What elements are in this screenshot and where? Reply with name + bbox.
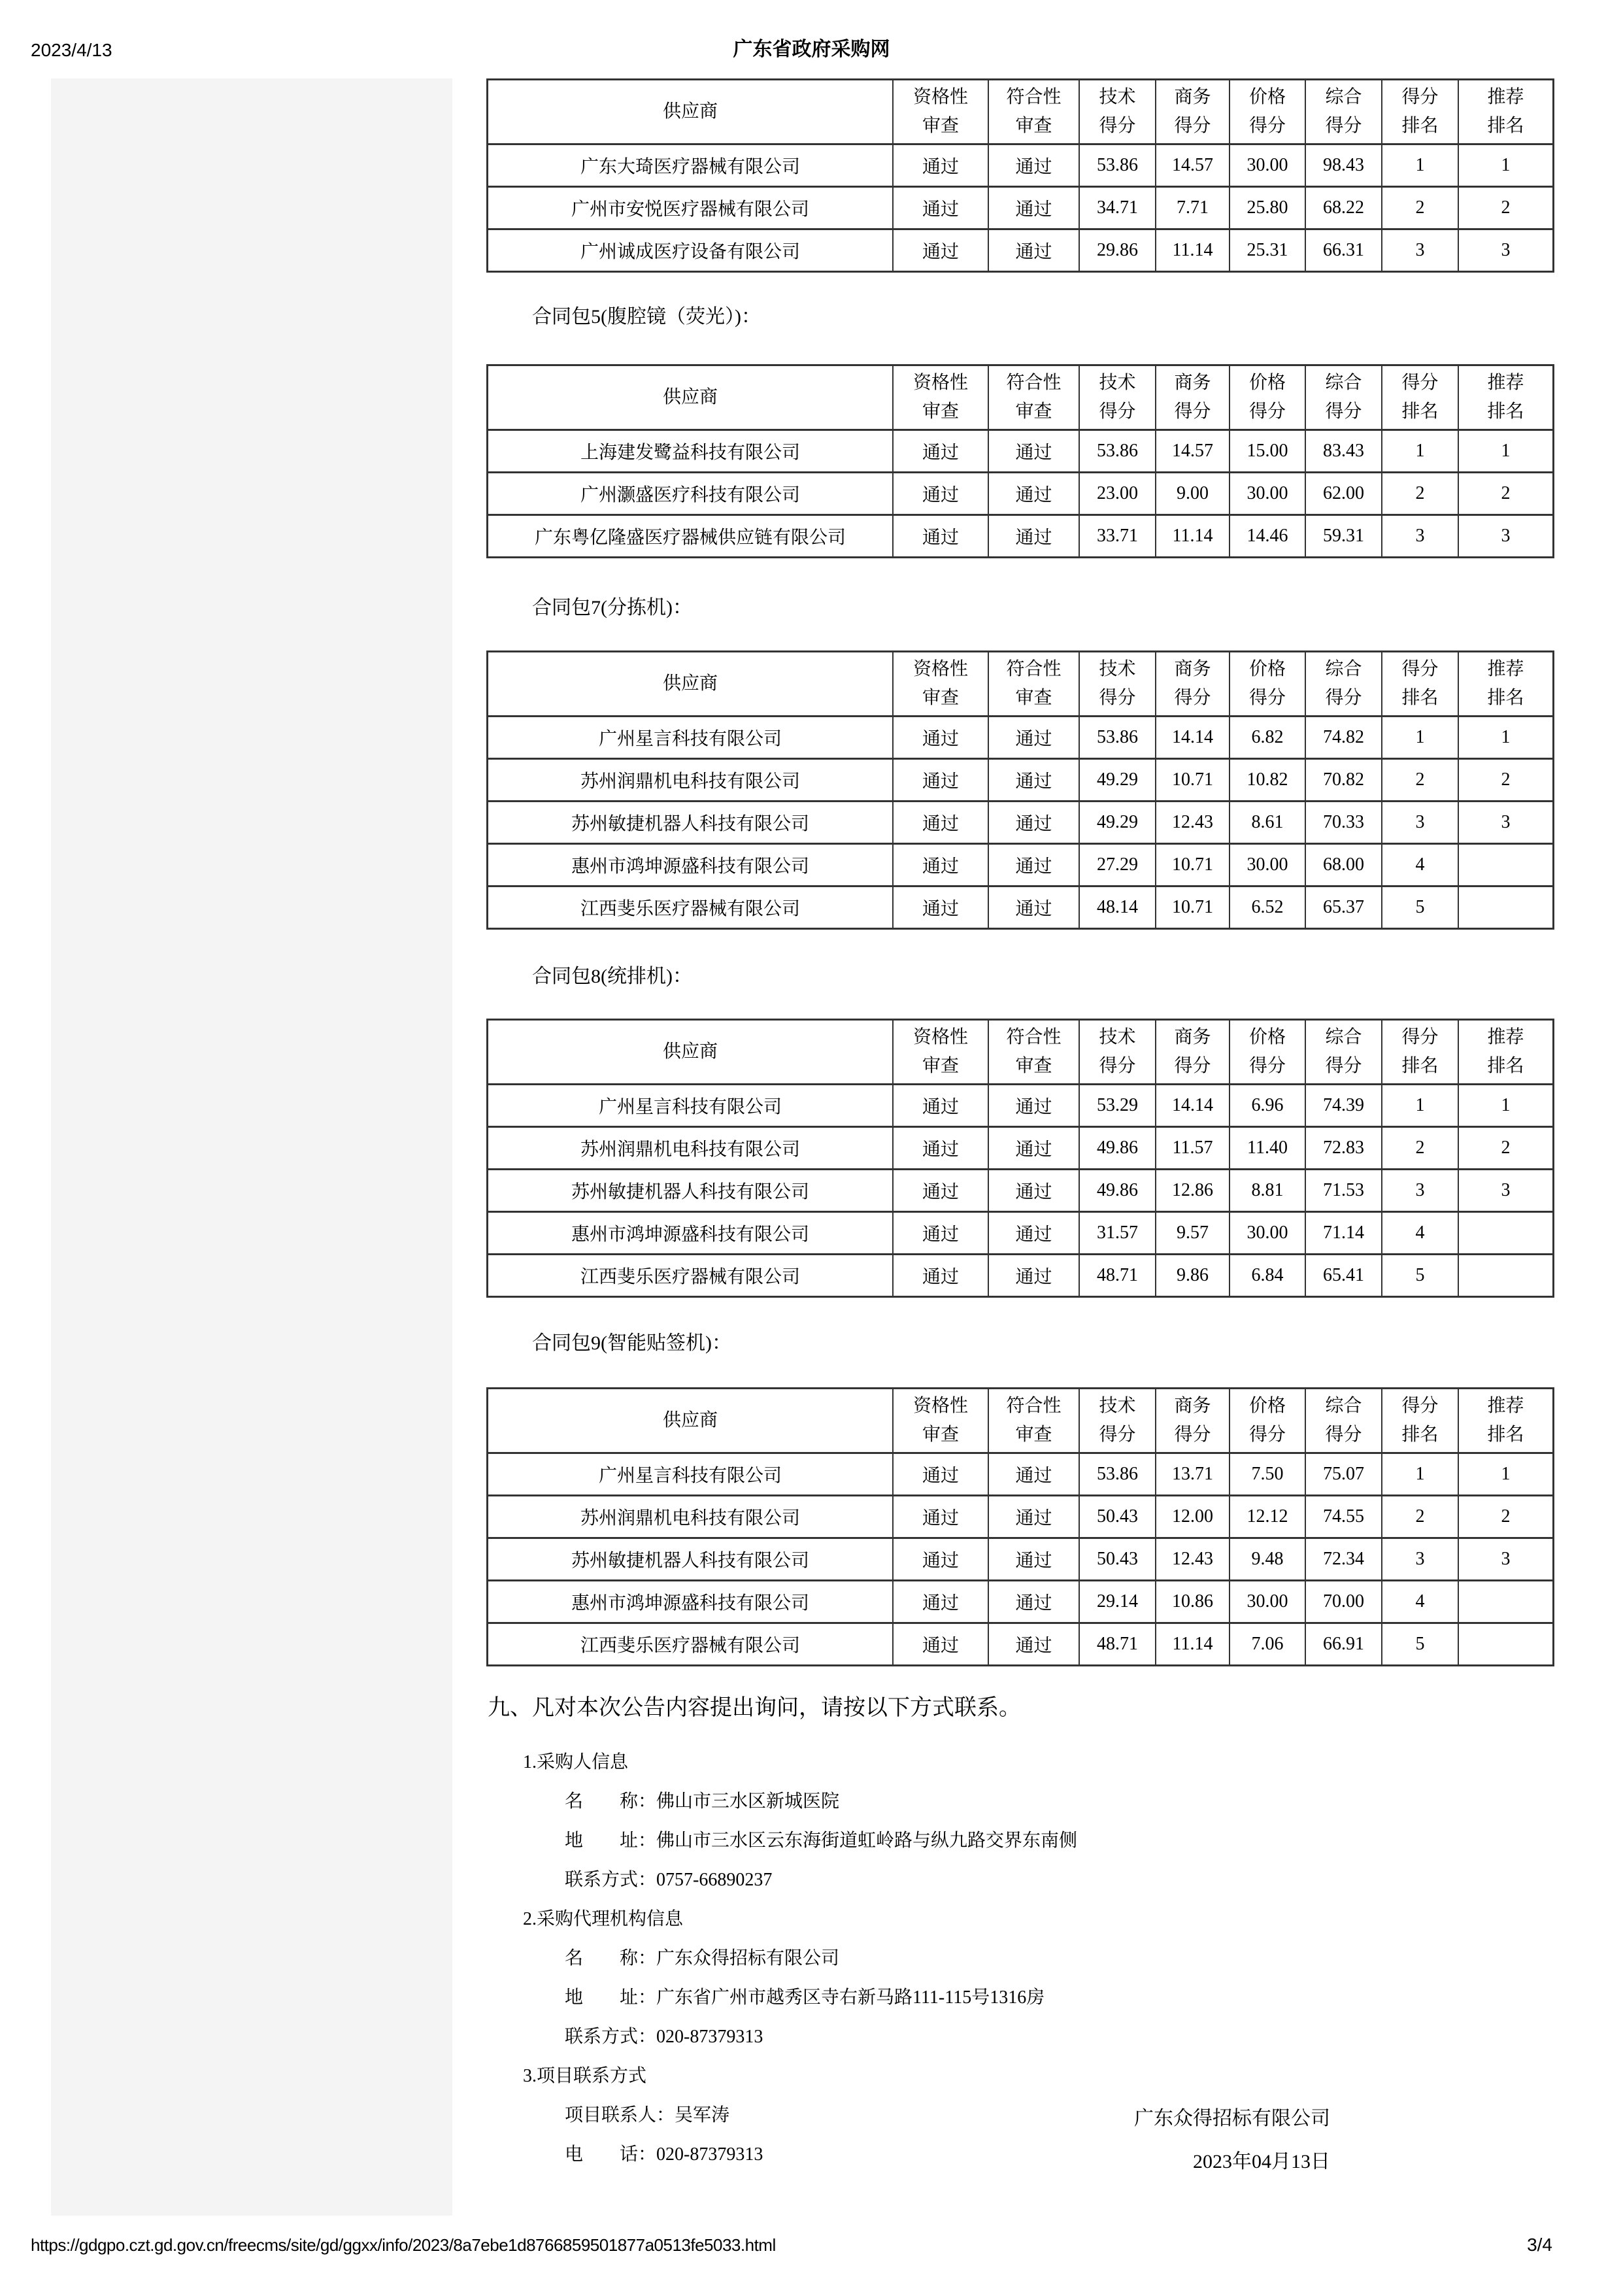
project-contact-person: 项目联系人：吴军涛 bbox=[565, 2105, 730, 2125]
score-cell: 3 bbox=[1458, 229, 1554, 272]
score-cell: 13.71 bbox=[1156, 1453, 1230, 1496]
column-header: 综合 得分 bbox=[1305, 1020, 1382, 1085]
print-footer-page-number: 3/4 bbox=[1527, 2235, 1552, 2255]
score-cell: 通过 bbox=[893, 759, 988, 802]
score-cell: 通过 bbox=[988, 187, 1079, 229]
print-header-date: 2023/4/13 bbox=[31, 40, 112, 60]
score-cell: 68.22 bbox=[1305, 187, 1382, 229]
score-cell: 14.57 bbox=[1156, 430, 1230, 473]
score-cell: 30.00 bbox=[1230, 144, 1305, 187]
score-cell: 9.86 bbox=[1156, 1255, 1230, 1297]
signature-block bbox=[1134, 2106, 1330, 2174]
score-cell: 通过 bbox=[988, 802, 1079, 844]
purchaser-address: 地 址：佛山市三水区云东海街道虹岭路与纵九路交界东南侧 bbox=[565, 1831, 1078, 1851]
score-cell: 11.14 bbox=[1156, 229, 1230, 272]
score-cell: 通过 bbox=[893, 187, 988, 229]
score-cell: 2 bbox=[1458, 759, 1554, 802]
score-cell: 48.14 bbox=[1079, 886, 1156, 929]
score-cell: 49.29 bbox=[1079, 759, 1156, 802]
table-row bbox=[488, 1623, 1554, 1666]
score-cell: 通过 bbox=[893, 430, 988, 473]
header-row bbox=[488, 1020, 1554, 1085]
score-cell: 29.86 bbox=[1079, 229, 1156, 272]
agency-name: 名 称：广东众得招标有限公司 bbox=[565, 1948, 840, 1968]
score-cell: 3 bbox=[1382, 1538, 1458, 1581]
supplier-name: 惠州市鸿坤源盛科技有限公司 bbox=[488, 1212, 894, 1255]
column-header: 商务 得分 bbox=[1156, 80, 1230, 144]
score-cell: 通过 bbox=[893, 229, 988, 272]
column-header: 得分 排名 bbox=[1382, 1020, 1458, 1085]
score-cell: 1 bbox=[1382, 430, 1458, 473]
score-cell: 72.34 bbox=[1305, 1538, 1382, 1581]
score-cell: 2 bbox=[1458, 1127, 1554, 1170]
supplier-name: 苏州润鼎机电科技有限公司 bbox=[488, 1127, 894, 1170]
score-cell: 2 bbox=[1382, 187, 1458, 229]
package-7-title: 合同包7(分拣机)： bbox=[532, 597, 692, 618]
score-cell: 2 bbox=[1382, 1127, 1458, 1170]
score-cell: 通过 bbox=[988, 1496, 1079, 1538]
score-cell: 5 bbox=[1382, 886, 1458, 929]
table-row bbox=[488, 1212, 1554, 1255]
score-cell: 通过 bbox=[893, 1581, 988, 1623]
score-cell: 通过 bbox=[988, 430, 1079, 473]
column-header: 价格 得分 bbox=[1230, 652, 1305, 717]
score-cell bbox=[1458, 844, 1554, 886]
score-table-continued bbox=[486, 78, 1554, 273]
column-header: 符合性 审查 bbox=[988, 365, 1079, 430]
score-cell: 48.71 bbox=[1079, 1623, 1156, 1666]
score-cell: 53.29 bbox=[1079, 1085, 1156, 1127]
score-cell: 8.61 bbox=[1230, 802, 1305, 844]
header-row bbox=[488, 1389, 1554, 1453]
score-cell: 5 bbox=[1382, 1623, 1458, 1666]
column-header: 符合性 审查 bbox=[988, 1020, 1079, 1085]
column-header: 得分 排名 bbox=[1382, 1389, 1458, 1453]
score-cell: 7.71 bbox=[1156, 187, 1230, 229]
score-cell: 14.14 bbox=[1156, 717, 1230, 759]
score-cell: 6.82 bbox=[1230, 717, 1305, 759]
score-cell: 2 bbox=[1382, 1496, 1458, 1538]
score-cell: 6.96 bbox=[1230, 1085, 1305, 1127]
score-cell: 49.86 bbox=[1079, 1170, 1156, 1212]
table-row bbox=[488, 473, 1554, 515]
table-row bbox=[488, 1085, 1554, 1127]
score-cell bbox=[1458, 1255, 1554, 1297]
score-cell: 53.86 bbox=[1079, 430, 1156, 473]
score-cell: 通过 bbox=[893, 1255, 988, 1297]
score-cell: 27.29 bbox=[1079, 844, 1156, 886]
score-cell: 通过 bbox=[988, 1170, 1079, 1212]
table-row bbox=[488, 515, 1554, 558]
column-header: 供应商 bbox=[488, 652, 894, 717]
project-contact-label: 3.项目联系方式 bbox=[523, 2066, 647, 2086]
score-cell bbox=[1458, 1623, 1554, 1666]
score-cell: 通过 bbox=[893, 717, 988, 759]
column-header: 综合 得分 bbox=[1305, 652, 1382, 717]
score-cell: 71.53 bbox=[1305, 1170, 1382, 1212]
score-cell: 7.06 bbox=[1230, 1623, 1305, 1666]
score-cell: 通过 bbox=[893, 886, 988, 929]
table-row bbox=[488, 1453, 1554, 1496]
score-cell: 通过 bbox=[893, 1623, 988, 1666]
score-cell: 通过 bbox=[893, 844, 988, 886]
score-cell: 34.71 bbox=[1079, 187, 1156, 229]
table-row bbox=[488, 187, 1554, 229]
score-cell: 49.86 bbox=[1079, 1127, 1156, 1170]
print-header-site-title: 广东省政府采购网 bbox=[733, 39, 890, 60]
score-cell: 1 bbox=[1458, 1085, 1554, 1127]
score-cell: 5 bbox=[1382, 1255, 1458, 1297]
score-cell bbox=[1458, 1212, 1554, 1255]
score-cell: 通过 bbox=[988, 229, 1079, 272]
score-cell: 通过 bbox=[893, 1085, 988, 1127]
left-gray-panel bbox=[51, 78, 452, 2216]
score-cell: 9.00 bbox=[1156, 473, 1230, 515]
score-cell: 1 bbox=[1458, 430, 1554, 473]
header-row bbox=[488, 652, 1554, 717]
score-cell: 10.71 bbox=[1156, 886, 1230, 929]
column-header: 推荐 排名 bbox=[1458, 1389, 1554, 1453]
table-row bbox=[488, 1538, 1554, 1581]
score-cell: 通过 bbox=[988, 144, 1079, 187]
score-cell: 74.82 bbox=[1305, 717, 1382, 759]
score-cell: 70.82 bbox=[1305, 759, 1382, 802]
score-cell: 7.50 bbox=[1230, 1453, 1305, 1496]
score-cell: 1 bbox=[1382, 1453, 1458, 1496]
table-row bbox=[488, 1255, 1554, 1297]
score-cell: 4 bbox=[1382, 1581, 1458, 1623]
score-cell: 12.86 bbox=[1156, 1170, 1230, 1212]
score-cell: 6.52 bbox=[1230, 886, 1305, 929]
score-cell: 98.43 bbox=[1305, 144, 1382, 187]
score-cell: 70.33 bbox=[1305, 802, 1382, 844]
column-header: 得分 排名 bbox=[1382, 652, 1458, 717]
signature-date: 2023年04月13日 bbox=[1193, 2151, 1330, 2172]
column-header: 价格 得分 bbox=[1230, 365, 1305, 430]
column-header: 资格性 审查 bbox=[893, 80, 988, 144]
score-cell: 30.00 bbox=[1230, 1581, 1305, 1623]
package-8-title: 合同包8(统排机)： bbox=[532, 966, 692, 987]
purchaser-phone: 联系方式：0757-66890237 bbox=[565, 1870, 773, 1890]
column-header: 资格性 审查 bbox=[893, 365, 988, 430]
table-row bbox=[488, 144, 1554, 187]
project-contact-phone: 电 话：020-87379313 bbox=[565, 2144, 763, 2165]
score-cell: 通过 bbox=[988, 1212, 1079, 1255]
score-cell: 72.83 bbox=[1305, 1127, 1382, 1170]
score-cell: 1 bbox=[1382, 717, 1458, 759]
supplier-name: 苏州润鼎机电科技有限公司 bbox=[488, 1496, 894, 1538]
score-cell: 14.14 bbox=[1156, 1085, 1230, 1127]
score-cell: 66.31 bbox=[1305, 229, 1382, 272]
column-header: 资格性 审查 bbox=[893, 652, 988, 717]
score-cell: 30.00 bbox=[1230, 1212, 1305, 1255]
column-header: 价格 得分 bbox=[1230, 1389, 1305, 1453]
score-cell: 12.43 bbox=[1156, 802, 1230, 844]
score-cell: 9.57 bbox=[1156, 1212, 1230, 1255]
column-header: 资格性 审查 bbox=[893, 1389, 988, 1453]
column-header: 商务 得分 bbox=[1156, 1389, 1230, 1453]
score-cell: 6.84 bbox=[1230, 1255, 1305, 1297]
score-cell: 10.71 bbox=[1156, 759, 1230, 802]
score-cell: 12.00 bbox=[1156, 1496, 1230, 1538]
table-row bbox=[488, 759, 1554, 802]
score-cell: 通过 bbox=[988, 844, 1079, 886]
score-cell: 2 bbox=[1458, 1496, 1554, 1538]
score-cell: 25.31 bbox=[1230, 229, 1305, 272]
score-cell: 2 bbox=[1382, 759, 1458, 802]
score-cell: 74.39 bbox=[1305, 1085, 1382, 1127]
table-row bbox=[488, 844, 1554, 886]
score-cell: 1 bbox=[1458, 144, 1554, 187]
table-row bbox=[488, 802, 1554, 844]
package-5-title: 合同包5(腹腔镜（荧光）)： bbox=[532, 306, 761, 328]
score-cell: 12.12 bbox=[1230, 1496, 1305, 1538]
supplier-name: 惠州市鸿坤源盛科技有限公司 bbox=[488, 844, 894, 886]
score-cell: 53.86 bbox=[1079, 1453, 1156, 1496]
score-cell: 11.14 bbox=[1156, 1623, 1230, 1666]
column-header: 推荐 排名 bbox=[1458, 652, 1554, 717]
column-header: 推荐 排名 bbox=[1458, 365, 1554, 430]
score-cell: 68.00 bbox=[1305, 844, 1382, 886]
score-cell: 通过 bbox=[893, 1127, 988, 1170]
score-cell: 通过 bbox=[988, 1255, 1079, 1297]
score-cell: 3 bbox=[1382, 229, 1458, 272]
column-header: 综合 得分 bbox=[1305, 80, 1382, 144]
supplier-name: 广东粤亿隆盛医疗器械供应链有限公司 bbox=[488, 515, 894, 558]
score-table-package-9 bbox=[486, 1387, 1554, 1666]
score-cell: 3 bbox=[1458, 515, 1554, 558]
column-header: 符合性 审查 bbox=[988, 652, 1079, 717]
column-header: 价格 得分 bbox=[1230, 1020, 1305, 1085]
score-cell: 9.48 bbox=[1230, 1538, 1305, 1581]
table-row bbox=[488, 717, 1554, 759]
score-cell: 33.71 bbox=[1079, 515, 1156, 558]
column-header: 技术 得分 bbox=[1079, 652, 1156, 717]
column-header: 符合性 审查 bbox=[988, 80, 1079, 144]
score-cell: 3 bbox=[1382, 802, 1458, 844]
score-cell: 通过 bbox=[893, 1212, 988, 1255]
column-header: 推荐 排名 bbox=[1458, 1020, 1554, 1085]
column-header: 商务 得分 bbox=[1156, 652, 1230, 717]
agency-address: 地 址：广东省广州市越秀区寺右新马路111-115号1316房 bbox=[565, 1987, 1045, 2008]
score-cell: 2 bbox=[1458, 187, 1554, 229]
score-cell: 62.00 bbox=[1305, 473, 1382, 515]
supplier-name: 广州诚成医疗设备有限公司 bbox=[488, 229, 894, 272]
score-cell: 通过 bbox=[893, 1496, 988, 1538]
table-row bbox=[488, 886, 1554, 929]
score-cell: 通过 bbox=[988, 1453, 1079, 1496]
score-cell: 11.57 bbox=[1156, 1127, 1230, 1170]
supplier-name: 苏州润鼎机电科技有限公司 bbox=[488, 759, 894, 802]
score-cell: 11.14 bbox=[1156, 515, 1230, 558]
score-cell: 通过 bbox=[988, 1127, 1079, 1170]
table-row bbox=[488, 229, 1554, 272]
score-cell: 通过 bbox=[988, 886, 1079, 929]
column-header: 供应商 bbox=[488, 80, 894, 144]
supplier-name: 苏州敏捷机器人科技有限公司 bbox=[488, 802, 894, 844]
supplier-name: 广州灏盛医疗科技有限公司 bbox=[488, 473, 894, 515]
score-cell: 31.57 bbox=[1079, 1212, 1156, 1255]
score-cell: 2 bbox=[1382, 473, 1458, 515]
column-header: 技术 得分 bbox=[1079, 1020, 1156, 1085]
score-cell: 3 bbox=[1458, 1538, 1554, 1581]
agency-info-label: 2.采购代理机构信息 bbox=[523, 1909, 684, 1929]
score-cell: 53.86 bbox=[1079, 717, 1156, 759]
score-cell: 1 bbox=[1458, 1453, 1554, 1496]
score-cell: 通过 bbox=[988, 473, 1079, 515]
column-header: 供应商 bbox=[488, 1389, 894, 1453]
column-header: 供应商 bbox=[488, 1020, 894, 1085]
score-cell: 15.00 bbox=[1230, 430, 1305, 473]
table-row bbox=[488, 430, 1554, 473]
score-cell: 25.80 bbox=[1230, 187, 1305, 229]
header-row bbox=[488, 80, 1554, 144]
package-9-title: 合同包9(智能贴签机)： bbox=[532, 1332, 731, 1354]
score-cell: 83.43 bbox=[1305, 430, 1382, 473]
score-cell: 66.91 bbox=[1305, 1623, 1382, 1666]
score-cell: 通过 bbox=[893, 473, 988, 515]
score-cell: 71.14 bbox=[1305, 1212, 1382, 1255]
supplier-name: 江西斐乐医疗器械有限公司 bbox=[488, 1623, 894, 1666]
score-cell: 48.71 bbox=[1079, 1255, 1156, 1297]
column-header: 综合 得分 bbox=[1305, 1389, 1382, 1453]
signature-company: 广东众得招标有限公司 bbox=[1134, 2108, 1330, 2129]
document-content bbox=[486, 78, 1543, 2174]
score-cell: 3 bbox=[1382, 1170, 1458, 1212]
score-cell: 10.71 bbox=[1156, 844, 1230, 886]
score-cell: 29.14 bbox=[1079, 1581, 1156, 1623]
score-cell: 通过 bbox=[893, 802, 988, 844]
supplier-name: 苏州敏捷机器人科技有限公司 bbox=[488, 1538, 894, 1581]
score-cell: 通过 bbox=[893, 1538, 988, 1581]
score-cell: 14.57 bbox=[1156, 144, 1230, 187]
score-cell: 通过 bbox=[893, 515, 988, 558]
score-cell: 65.41 bbox=[1305, 1255, 1382, 1297]
score-cell: 3 bbox=[1382, 515, 1458, 558]
score-cell: 50.43 bbox=[1079, 1538, 1156, 1581]
score-cell: 30.00 bbox=[1230, 844, 1305, 886]
score-cell: 通过 bbox=[988, 1581, 1079, 1623]
supplier-name: 江西斐乐医疗器械有限公司 bbox=[488, 1255, 894, 1297]
score-cell: 70.00 bbox=[1305, 1581, 1382, 1623]
score-cell: 49.29 bbox=[1079, 802, 1156, 844]
column-header: 推荐 排名 bbox=[1458, 80, 1554, 144]
table-row bbox=[488, 1581, 1554, 1623]
score-cell: 1 bbox=[1458, 717, 1554, 759]
score-cell: 1 bbox=[1382, 144, 1458, 187]
table-row bbox=[488, 1127, 1554, 1170]
score-cell: 通过 bbox=[893, 1170, 988, 1212]
score-cell: 12.43 bbox=[1156, 1538, 1230, 1581]
score-cell: 2 bbox=[1458, 473, 1554, 515]
header-row bbox=[488, 365, 1554, 430]
supplier-name: 广州市安悦医疗器械有限公司 bbox=[488, 187, 894, 229]
score-cell: 通过 bbox=[988, 1623, 1079, 1666]
column-header: 得分 排名 bbox=[1382, 365, 1458, 430]
column-header: 得分 排名 bbox=[1382, 80, 1458, 144]
score-cell: 通过 bbox=[988, 1538, 1079, 1581]
score-cell: 10.82 bbox=[1230, 759, 1305, 802]
column-header: 商务 得分 bbox=[1156, 1020, 1230, 1085]
agency-phone: 联系方式：020-87379313 bbox=[565, 2027, 763, 2047]
column-header: 技术 得分 bbox=[1079, 365, 1156, 430]
score-cell: 59.31 bbox=[1305, 515, 1382, 558]
score-cell bbox=[1458, 1581, 1554, 1623]
score-cell: 8.81 bbox=[1230, 1170, 1305, 1212]
column-header: 综合 得分 bbox=[1305, 365, 1382, 430]
score-cell: 11.40 bbox=[1230, 1127, 1305, 1170]
table-row bbox=[488, 1170, 1554, 1212]
score-cell: 通过 bbox=[988, 515, 1079, 558]
score-cell: 30.00 bbox=[1230, 473, 1305, 515]
purchaser-name: 名 称：佛山市三水区新城医院 bbox=[565, 1791, 840, 1812]
score-cell: 通过 bbox=[988, 1085, 1079, 1127]
score-cell: 14.46 bbox=[1230, 515, 1305, 558]
column-header: 价格 得分 bbox=[1230, 80, 1305, 144]
score-cell bbox=[1458, 886, 1554, 929]
column-header: 技术 得分 bbox=[1079, 1389, 1156, 1453]
score-table-package-5 bbox=[486, 364, 1554, 558]
column-header: 商务 得分 bbox=[1156, 365, 1230, 430]
score-cell: 3 bbox=[1458, 802, 1554, 844]
score-cell: 1 bbox=[1382, 1085, 1458, 1127]
supplier-name: 江西斐乐医疗器械有限公司 bbox=[488, 886, 894, 929]
supplier-name: 广州星言科技有限公司 bbox=[488, 1085, 894, 1127]
score-cell: 4 bbox=[1382, 1212, 1458, 1255]
column-header: 技术 得分 bbox=[1079, 80, 1156, 144]
score-table-package-7 bbox=[486, 650, 1554, 930]
score-cell: 通过 bbox=[893, 1453, 988, 1496]
column-header: 符合性 审查 bbox=[988, 1389, 1079, 1453]
print-footer-url: https://gdgpo.czt.gd.gov.cn/freecms/site/gd/ggxx/info/2023/8a7ebe1d8766859501877a0513fe5033.html bbox=[31, 2235, 776, 2255]
score-cell: 10.86 bbox=[1156, 1581, 1230, 1623]
score-cell: 4 bbox=[1382, 844, 1458, 886]
contact-info-block bbox=[486, 1743, 1543, 2174]
inquiry-section-heading: 九、凡对本次公告内容提出询问，请按以下方式联系。 bbox=[488, 1696, 1021, 1720]
score-cell: 50.43 bbox=[1079, 1496, 1156, 1538]
purchaser-info-label: 1.采购人信息 bbox=[523, 1752, 629, 1772]
score-cell: 65.37 bbox=[1305, 886, 1382, 929]
score-cell: 74.55 bbox=[1305, 1496, 1382, 1538]
score-cell: 通过 bbox=[988, 759, 1079, 802]
score-cell: 3 bbox=[1458, 1170, 1554, 1212]
column-header: 供应商 bbox=[488, 365, 894, 430]
score-cell: 通过 bbox=[893, 144, 988, 187]
supplier-name: 上海建发鹭益科技有限公司 bbox=[488, 430, 894, 473]
score-cell: 23.00 bbox=[1079, 473, 1156, 515]
table-row bbox=[488, 1496, 1554, 1538]
supplier-name: 广州星言科技有限公司 bbox=[488, 1453, 894, 1496]
supplier-name: 广东大琦医疗器械有限公司 bbox=[488, 144, 894, 187]
column-header: 资格性 审查 bbox=[893, 1020, 988, 1085]
supplier-name: 惠州市鸿坤源盛科技有限公司 bbox=[488, 1581, 894, 1623]
score-cell: 53.86 bbox=[1079, 144, 1156, 187]
score-table-package-8 bbox=[486, 1019, 1554, 1298]
score-cell: 75.07 bbox=[1305, 1453, 1382, 1496]
supplier-name: 苏州敏捷机器人科技有限公司 bbox=[488, 1170, 894, 1212]
supplier-name: 广州星言科技有限公司 bbox=[488, 717, 894, 759]
score-cell: 通过 bbox=[988, 717, 1079, 759]
